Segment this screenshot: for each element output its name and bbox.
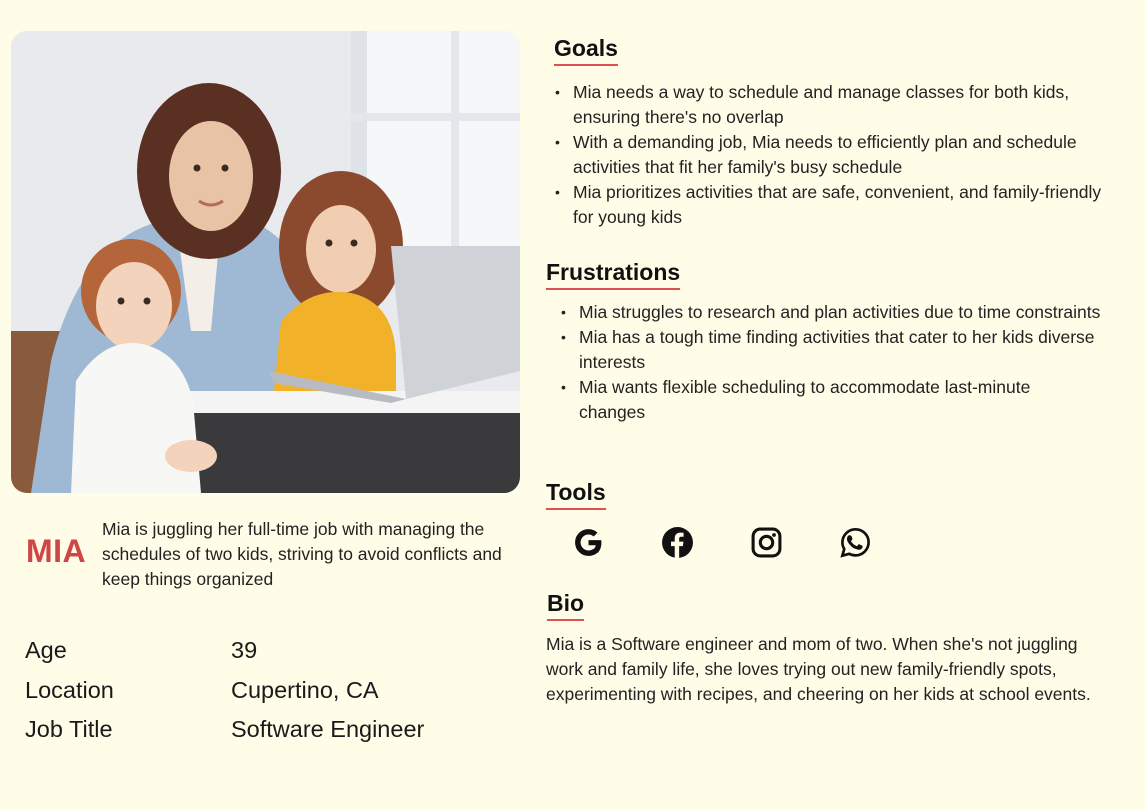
fact-value: Software Engineer: [231, 716, 425, 742]
list-item: • With a demanding job, Mia needs to efficiently plan and schedule activities that fit her family's busy schedule: [555, 130, 1115, 180]
goals-heading: Goals: [554, 34, 618, 66]
fact-label: Job Title: [25, 716, 113, 742]
google-icon: [572, 526, 605, 559]
persona-tagline: Mia is juggling her full-time job with managing the schedules of two kids, striving to avoid conflicts and keep things organized: [102, 519, 502, 589]
fact-label: Location: [25, 676, 114, 703]
bio-text: Mia is a Software engineer and mom of two. When she's not juggling work and family life, she loves trying out new family-friendly spots, experimenting with recipes, and cheering on her kids at school events.: [546, 634, 1091, 704]
list-item: • Mia needs a way to schedule and manage classes for both kids, ensuring there's no overlap: [555, 80, 1115, 130]
persona-photo: [11, 31, 520, 493]
tools-icons: [572, 526, 872, 559]
list-item: • Mia has a tough time finding activities that cater to her kids diverse interests: [561, 325, 1101, 375]
facebook-icon: [661, 526, 694, 559]
fact-value: Cupertino, CA: [231, 676, 379, 703]
persona-photo-illustration: [11, 31, 520, 493]
list-item: • Mia wants flexible scheduling to accommodate last-minute changes: [561, 375, 1101, 425]
fact-value: 39: [231, 637, 258, 663]
frustrations-list: [561, 300, 1101, 425]
list-item: • Mia prioritizes activities that are safe, convenient, and family-friendly for young kids: [555, 180, 1115, 230]
frustrations-heading: Frustrations: [546, 258, 680, 290]
goals-list: [555, 80, 1115, 230]
persona-name: MIA: [26, 533, 87, 569]
instagram-icon: [750, 526, 783, 559]
fact-label: Age: [25, 637, 67, 663]
list-item: • Mia struggles to research and plan activities due to time constraints: [561, 300, 1101, 325]
bio-heading: Bio: [547, 589, 584, 621]
tools-heading: Tools: [546, 478, 606, 510]
whatsapp-icon: [839, 526, 872, 559]
